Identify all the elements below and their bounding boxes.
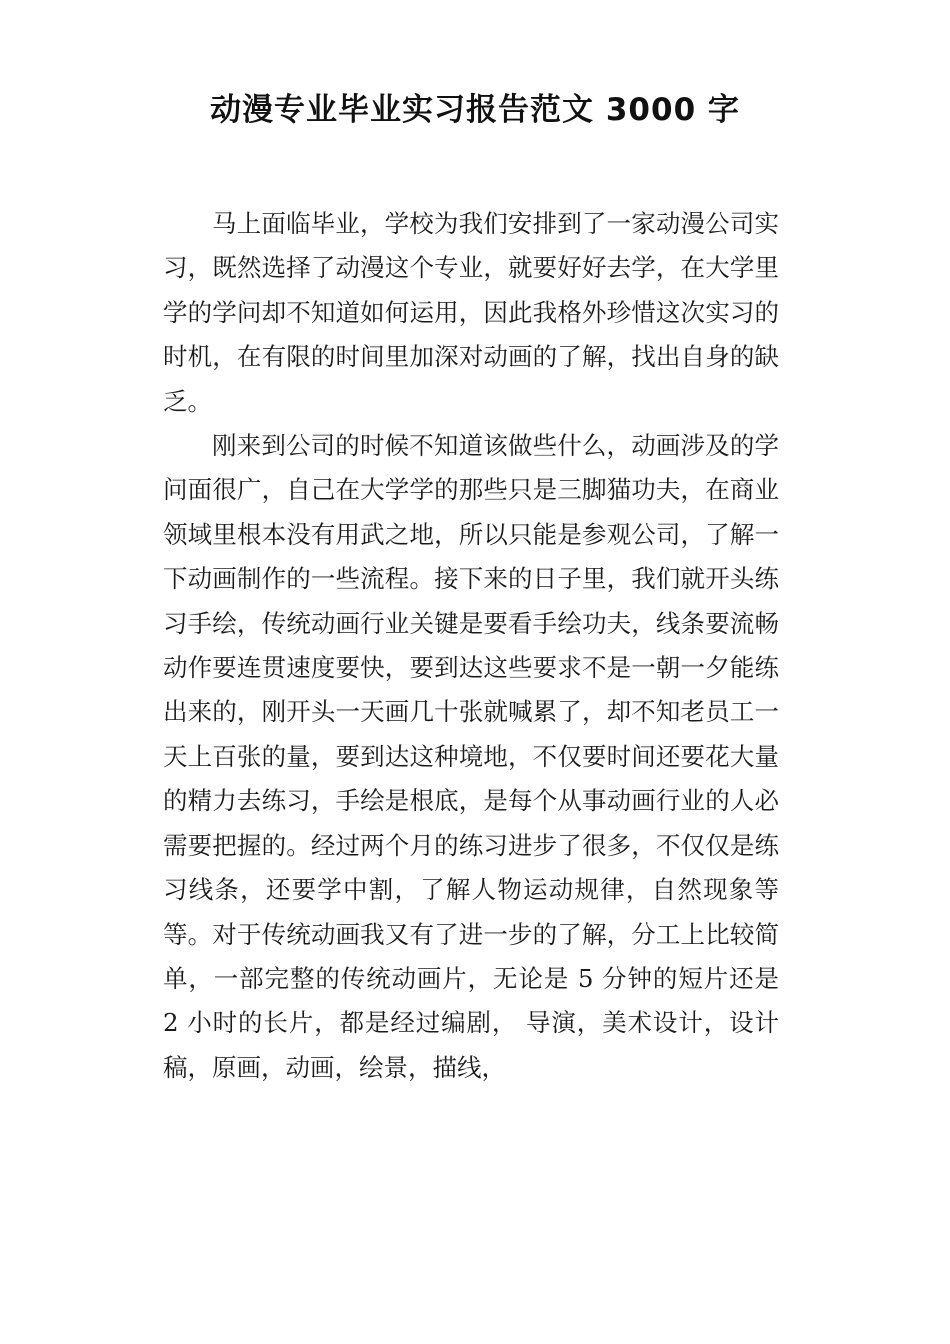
document-body [163, 202, 779, 1090]
document-title: 动漫专业毕业实习报告范文 3000 字 [210, 92, 740, 128]
paragraph-2: 刚来到公司的时候不知道该做些什么，动画涉及的学问面很广，自己在大学学的那些只是三脚猫功夫，在商业领域里根本没有用武之地，所以只能是参观公司，了解一下动画制作的一些流程。接下来的日子里，我们就开头练习手绘，传统动画行业关键是要看手绘功夫，线条要流畅动作要连贯速度要快，要到达这些要求不是一朝一夕能练出来的，刚开头一天画几十张就喊累了，却不知老员工一天上百张的量，要到达这种境地，不仅要时间还要花大量的精力去练习，手绘是根底，是每个从事动画行业的人必需要把握的。经过两个月的练习进步了很多，不仅仅是练习线条，还要学中割，了解人物运动规律，自然现象等等。对于传统动画我又有了进一步的了解，分工上比较简单，一部完整的传统动画片，无论是 5 分钟的短片还是 2 小时的长片，都是经过编剧， 导演，美术设计，设计稿，原画，动画，绘景，描线， [163, 431, 779, 1082]
paragraph-1: 马上面临毕业，学校为我们安排到了一家动漫公司实习，既然选择了动漫这个专业，就要好好去学，在大学里学的学问却不知道如何运用，因此我格外珍惜这次实习的时机，在有限的时间里加深对动画的了解，找出自身的缺乏。 [163, 209, 779, 416]
